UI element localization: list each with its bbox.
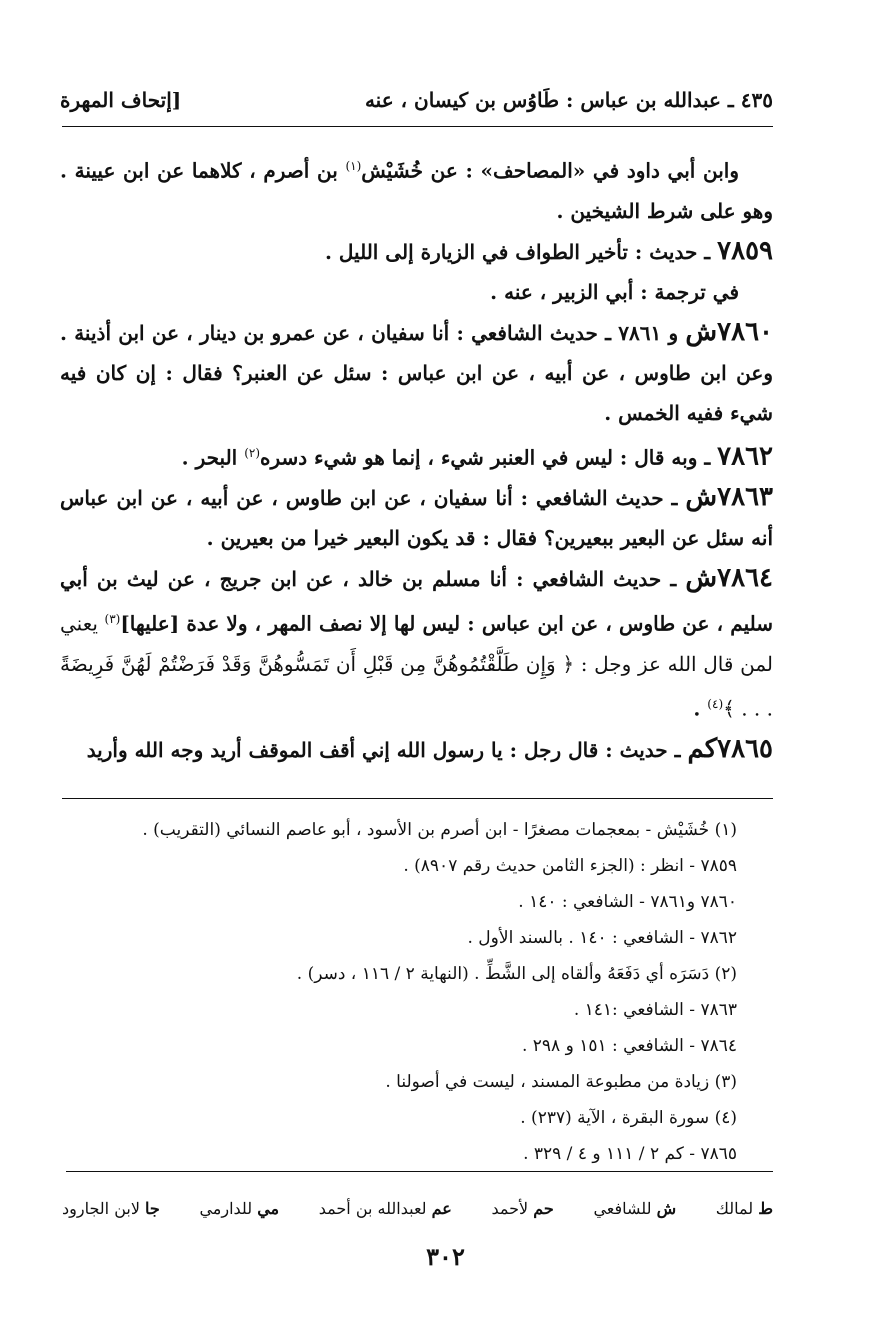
footnote: ٧٨٦٠ و٧٨٦١ - الشافعي : ١٤٠ . [518, 892, 737, 912]
hadith-number: ٧٨٦٢ [717, 441, 773, 472]
footnote: ٧٨٥٩ - انظر : (الجزء الثامن حديث رقم ٨٩٠٧) . [403, 856, 737, 876]
paragraph-text: وابن أبي داود في «المصاحف» : عن خُشَيْش [361, 158, 739, 183]
hadith-text: ـ حديث : قال رجل : يا رسول الله إني أقف الموقف أريد وجه الله وأريد [86, 737, 688, 762]
hadith-number: ٧٨٦٣ش [685, 482, 773, 513]
footnote-ref: (٤) [707, 696, 724, 711]
footnote: ٧٨٦٥ - كم ٢ / ١١١ و ٤ / ٣٢٩ . [523, 1144, 737, 1164]
hadith-text: ـ وبه قال : ليس في العنبر شيء ، إنما هو شيء دسره [260, 445, 718, 470]
footnote: ٧٨٦٣ - الشافعي :١٤١ . [573, 1000, 737, 1020]
hadith-number: ٧٨٦٥كم [687, 733, 773, 764]
footnote: (١) خُشَيْش - بمعجمات مصغرًا - ابن أصرم بن الأسود ، أبو عاصم النسائي (التقريب) . [142, 820, 737, 840]
siglum: ش للشافعي [593, 1198, 677, 1218]
running-head-title: ٤٣٥ ـ عبدالله بن عباس : طَاوُس بن كيسان ، عنه [364, 88, 773, 112]
paragraph [60, 272, 773, 312]
footnote-ref: (٢) [244, 445, 261, 460]
quran-quote: يعني لمن قال الله عز وجل : ﴿ وَإِن طَلَّقْتُمُوهُنَّ مِن قَبْلِ أَن تَمَسُّوهُنَّ وَقَدْ فَرَضْتُمْ لَهُنَّ فَرِيضَةً . . . ﴾ [60, 611, 773, 721]
hadith-text: . [693, 696, 708, 721]
hadith-entry [60, 312, 773, 433]
hadith-entry [60, 729, 773, 770]
hadith-entry [60, 558, 773, 728]
running-head-book: [إتحاف المهرة [60, 88, 182, 112]
hadith-number: ٧٨٥٩ [717, 235, 773, 266]
hadith-entry [60, 231, 773, 272]
footnote-ref: (١) [345, 159, 362, 173]
hadith-number: ٧٨٦٤ش [685, 563, 773, 594]
sigla-legend [62, 1193, 773, 1223]
footnote: (٤) سورة البقرة ، الآية (٢٣٧) . [520, 1108, 737, 1128]
hadith-text: و ٧٨٦١ ـ حديث الشافعي : أنا سفيان ، عن عمرو بن دينار ، عن ابن أذينة . وعن ابن طاوس ، عن أبيه ، عن ابن عباس : سئل عن العنبر؟ فقال : إن كان فيه شيء ففيه الخمس . [60, 320, 773, 425]
siglum: عم لعبدالله بن أحمد [318, 1198, 452, 1218]
hadith-text: ـ حديث الشافعي : أنا سفيان ، عن ابن طاوس ، عن أبيه ، عن ابن عباس أنه سئل عن البعير ببعيرين؟ فقال : قد يكون البعير خيرا من بعيرين . [60, 486, 773, 551]
paragraph-text: في ترجمة : أبي الزبير ، عنه . [490, 279, 739, 304]
siglum: جا لابن الجارود [62, 1198, 160, 1218]
siglum: حم لأحمد [491, 1198, 554, 1218]
footnote: ٧٨٦٢ - الشافعي : ١٤٠ . بالسند الأول . [467, 928, 737, 948]
hadith-entry [60, 477, 773, 558]
header-rule [62, 126, 773, 127]
sigla-rule [66, 1171, 773, 1172]
footnotes [70, 812, 763, 1172]
hadith-entry [60, 433, 773, 478]
hadith-text: ـ حديث : تأخير الطواف في الزيارة إلى الليل . [324, 239, 718, 264]
page-number: ٣٠٢ [426, 1242, 465, 1271]
siglum: ط لمالك [715, 1198, 773, 1218]
paragraph [60, 146, 773, 231]
footnote-ref: (٣) [104, 612, 121, 627]
footnote: (٣) زيادة من مطبوعة المسند ، ليست في أصولنا . [385, 1072, 737, 1092]
hadith-number: ٧٨٦٠ش [685, 316, 773, 347]
main-text [60, 146, 773, 770]
footnote: ٧٨٦٤ - الشافعي : ١٥١ و ٢٩٨ . [521, 1036, 737, 1056]
siglum: مي للدارمي [199, 1198, 280, 1218]
hadith-text: ـ حديث الشافعي : أنا مسلم بن خالد ، عن ابن جريج ، عن ليث بن أبي سليم ، عن طاوس ، عن ابن عباس : ليس لها إلا نصف المهر ، ولا عدة [عليها] [60, 567, 773, 636]
paragraph-text: بن أصرم ، كلاهما عن ابن عيينة . وهو على شرط الشيخين . [60, 158, 773, 223]
footnote-rule [62, 798, 773, 799]
footnote: (٢) دَسَرَه أي دَفَعَهُ وألقاه إلى الشَّطِّ . (النهاية ٢ / ١١٦ ، دسر) . [296, 964, 737, 984]
hadith-text: البحر . [181, 445, 245, 470]
running-head [60, 80, 773, 120]
